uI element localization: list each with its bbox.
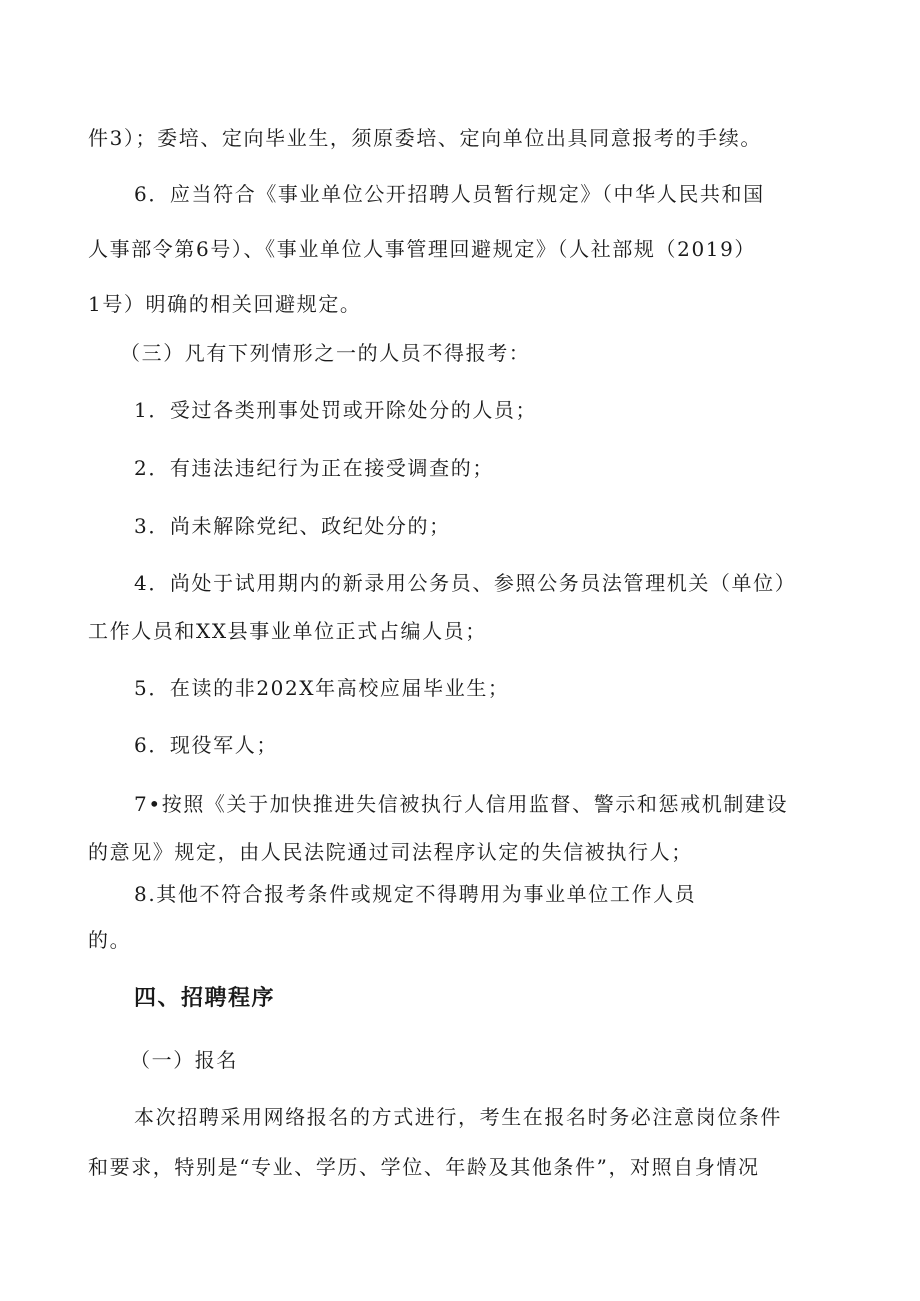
text-line: 的意见》规定，由人民法院通过司法程序认定的失信被执行人； xyxy=(88,840,693,864)
text-line: （一）报名 xyxy=(130,1048,238,1072)
text-line: 7•按照《关于加快推进失信被执行人信用监督、警示和惩戒机制建设 xyxy=(134,792,789,816)
text-line: 5．在读的非202X年高校应届毕业生； xyxy=(134,676,510,700)
text-line: 本次招聘采用网络报名的方式进行，考生在报名时务必注意岗位条件 xyxy=(134,1105,782,1129)
text-line: 和要求，特别是“专业、学历、学位、年龄及其他条件”，对照自身情况 xyxy=(88,1155,760,1179)
text-line: 人事部令第6号）、《事业单位人事管理回避规定》（人社部规（2019） xyxy=(88,237,757,261)
text-line: 1．受过各类刑事处罚或开除处分的人员； xyxy=(134,398,538,422)
text-line: 2．有违法违纪行为正在接受调查的； xyxy=(134,456,494,480)
section-heading: 四、招聘程序 xyxy=(134,986,276,1011)
text-line: 8.其他不符合报考条件或规定不得聘用为事业单位工作人员 xyxy=(134,882,697,906)
text-line: 4．尚处于试用期内的新录用公务员、参照公务员法管理机关（单位） xyxy=(134,571,797,595)
text-line: 工作人员和XX县事业单位正式占编人员； xyxy=(88,619,487,643)
text-line: 件3）；委培、定向毕业生，须原委培、定向单位出具同意报考的手续。 xyxy=(88,126,762,150)
text-line: 3．尚未解除党纪、政纪处分的； xyxy=(134,514,451,538)
text-line: 的。 xyxy=(88,928,132,952)
text-line: （三）凡有下列情形之一的人员不得报考： xyxy=(120,341,531,365)
text-line: 6．现役军人； xyxy=(134,733,278,757)
text-line: 6．应当符合《事业单位公开招聘人员暂行规定》（中华人民共和国 xyxy=(134,182,765,206)
text-line: 1号）明确的相关回避规定。 xyxy=(88,292,362,316)
